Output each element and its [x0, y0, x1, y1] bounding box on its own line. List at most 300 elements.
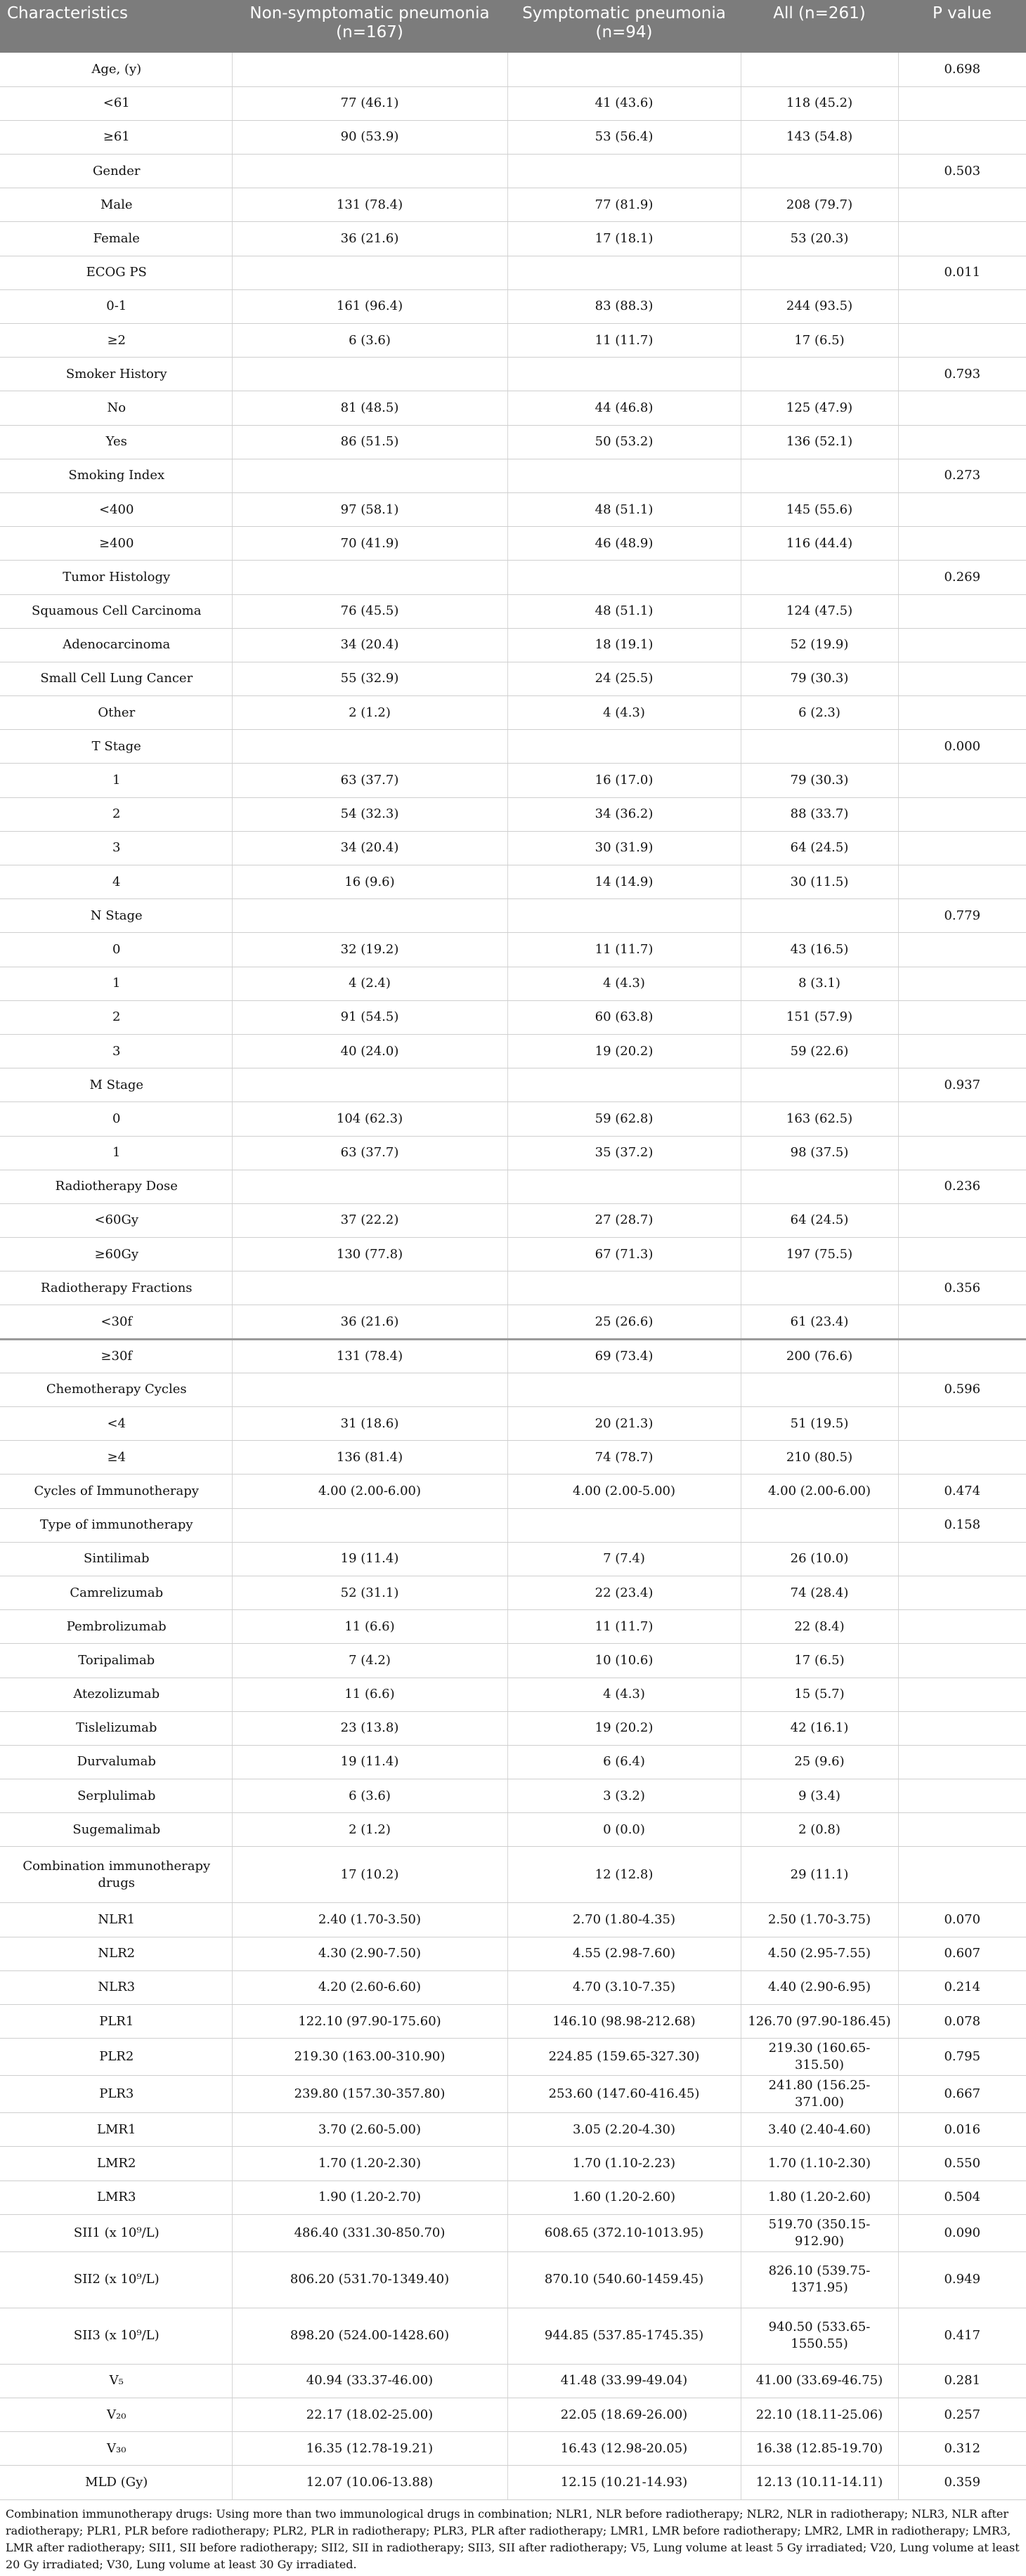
all-cell: 8 (3.1) [741, 967, 898, 1000]
non-symptomatic-cell: 32 (19.2) [232, 933, 507, 967]
characteristic-cell: 3 [0, 831, 232, 865]
p-value-cell: 0.667 [898, 2076, 1026, 2113]
symptomatic-cell [507, 1508, 741, 1542]
symptomatic-cell: 46 (48.9) [507, 527, 741, 561]
p-value-cell: 0.158 [898, 1508, 1026, 1542]
all-cell: 125 (47.9) [741, 391, 898, 425]
all-cell: 1.80 (1.20-2.60) [741, 2181, 898, 2214]
all-cell: 163 (62.5) [741, 1102, 898, 1136]
table-row [0, 459, 1026, 492]
p-value-cell [898, 1238, 1026, 1271]
table-row [0, 1238, 1026, 1271]
p-value-cell: 0.000 [898, 730, 1026, 764]
table-header-row [0, 0, 1026, 53]
p-value-cell [898, 1305, 1026, 1339]
non-symptomatic-cell [232, 459, 507, 492]
table-row [0, 1170, 1026, 1203]
non-symptomatic-cell: 34 (20.4) [232, 628, 507, 662]
all-cell: 74 (28.4) [741, 1576, 898, 1609]
p-value-cell: 0.779 [898, 899, 1026, 933]
non-symptomatic-cell: 55 (32.9) [232, 662, 507, 695]
characteristic-cell: PLR1 [0, 2005, 232, 2039]
symptomatic-cell: 35 (37.2) [507, 1136, 741, 1170]
table-row [0, 1970, 1026, 2004]
non-symptomatic-cell: 4 (2.4) [232, 967, 507, 1000]
characteristic-cell: <4 [0, 1407, 232, 1441]
p-value-cell [898, 1136, 1026, 1170]
table-row [0, 1407, 1026, 1441]
symptomatic-cell: 18 (19.1) [507, 628, 741, 662]
p-value-cell: 0.312 [898, 2432, 1026, 2466]
non-symptomatic-cell: 239.80 (157.30-357.80) [232, 2076, 507, 2113]
p-value-cell [898, 1203, 1026, 1237]
symptomatic-cell: 10 (10.6) [507, 1644, 741, 1678]
non-symptomatic-cell [232, 1508, 507, 1542]
table-row [0, 594, 1026, 628]
all-cell: 15 (5.7) [741, 1678, 898, 1711]
symptomatic-cell: 69 (73.4) [507, 1339, 741, 1373]
non-symptomatic-cell [232, 155, 507, 188]
all-cell: 6 (2.3) [741, 696, 898, 730]
characteristic-cell: V₃₀ [0, 2432, 232, 2466]
characteristic-cell: V₂₀ [0, 2398, 232, 2431]
characteristic-cell: 0 [0, 1102, 232, 1136]
characteristic-cell: Age, (y) [0, 53, 232, 86]
p-value-cell [898, 289, 1026, 323]
symptomatic-cell: 44 (46.8) [507, 391, 741, 425]
symptomatic-cell [507, 730, 741, 764]
non-symptomatic-cell: 31 (18.6) [232, 1407, 507, 1441]
non-symptomatic-cell: 11 (6.6) [232, 1678, 507, 1711]
symptomatic-cell [507, 256, 741, 289]
all-cell: 9 (3.4) [741, 1779, 898, 1813]
characteristic-cell: Radiotherapy Fractions [0, 1271, 232, 1305]
symptomatic-cell: 11 (11.7) [507, 933, 741, 967]
symptomatic-cell: 41 (43.6) [507, 86, 741, 120]
symptomatic-cell: 12.15 (10.21-14.93) [507, 2466, 741, 2499]
characteristic-cell: ECOG PS [0, 256, 232, 289]
table-row [0, 2005, 1026, 2039]
symptomatic-cell: 19 (20.2) [507, 1711, 741, 1745]
p-value-cell [898, 527, 1026, 561]
table-row [0, 2364, 1026, 2398]
characteristic-cell: <30f [0, 1305, 232, 1339]
characteristic-cell: 4 [0, 865, 232, 899]
all-cell: 2.50 (1.70-3.75) [741, 1903, 898, 1937]
symptomatic-cell [507, 1170, 741, 1203]
p-value-cell: 0.596 [898, 1373, 1026, 1406]
all-cell: 126.70 (97.90-186.45) [741, 2005, 898, 2039]
table-row [0, 2214, 1026, 2251]
characteristic-cell: Female [0, 222, 232, 256]
characteristic-cell: Gender [0, 155, 232, 188]
p-value-cell: 0.078 [898, 2005, 1026, 2039]
symptomatic-cell: 4 (4.3) [507, 696, 741, 730]
all-cell: 30 (11.5) [741, 865, 898, 899]
all-cell: 219.30 (160.65-315.50) [741, 2039, 898, 2076]
symptomatic-cell: 3.05 (2.20-4.30) [507, 2113, 741, 2147]
header-symptomatic: Symptomatic pneumonia (n=94) [522, 4, 726, 41]
all-cell: 136 (52.1) [741, 425, 898, 459]
non-symptomatic-cell [232, 1068, 507, 1102]
table-row [0, 155, 1026, 188]
p-value-cell: 0.359 [898, 2466, 1026, 2499]
characteristic-cell: Sugemalimab [0, 1813, 232, 1847]
all-cell [741, 1170, 898, 1203]
table-row [0, 1542, 1026, 1576]
table-footnote: Combination immunotherapy drugs: Using more than two immunological drugs in combination; NLR1, NLR before radiotherapy; NLR2, NLR in radiotherapy; NLR3, NLR after radiotherapy; PLR1, PLR before radiotherapy; PLR2, PLR in radiotherapy; PLR3, PLR after radiotherapy; LMR1, LMR before radiotherapy; LMR2, LMR in radiotherapy; LMR3, LMR after radiotherapy; SII1, SII before radiotherapy; SII2, SII in radiotherapy; SII3, SII after radiotherapy; V5, Lung volume at least 5 Gy irradiated; V20, Lung volume at least 20 Gy irradiated; V30, Lung volume at least 30 Gy irradiated. [6, 2506, 1020, 2571]
symptomatic-cell: 14 (14.9) [507, 865, 741, 899]
characteristic-cell: <400 [0, 492, 232, 526]
symptomatic-cell: 944.85 (537.85-1745.35) [507, 2308, 741, 2364]
non-symptomatic-cell [232, 561, 507, 594]
symptomatic-cell: 608.65 (372.10-1013.95) [507, 2214, 741, 2251]
p-value-cell [898, 1000, 1026, 1034]
characteristic-cell: N Stage [0, 899, 232, 933]
p-value-cell: 0.269 [898, 561, 1026, 594]
table-row [0, 1813, 1026, 1847]
table-row [0, 492, 1026, 526]
non-symptomatic-cell: 91 (54.5) [232, 1000, 507, 1034]
non-symptomatic-cell: 486.40 (331.30-850.70) [232, 2214, 507, 2251]
table-row [0, 391, 1026, 425]
table-row [0, 865, 1026, 899]
table-row [0, 2039, 1026, 2076]
p-value-cell [898, 120, 1026, 154]
p-value-cell: 0.793 [898, 358, 1026, 391]
characteristic-cell: Cycles of Immunotherapy [0, 1475, 232, 1508]
symptomatic-cell: 22 (23.4) [507, 1576, 741, 1609]
characteristic-cell: LMR3 [0, 2181, 232, 2214]
header-non-symptomatic: Non-symptomatic pneumonia (n=167) [249, 4, 490, 41]
p-value-cell [898, 1644, 1026, 1678]
p-value-cell [898, 662, 1026, 695]
p-value-cell: 0.937 [898, 1068, 1026, 1102]
table-row [0, 628, 1026, 662]
p-value-cell: 0.214 [898, 1970, 1026, 2004]
table-row [0, 1136, 1026, 1170]
table-row [0, 730, 1026, 764]
all-cell: 43 (16.5) [741, 933, 898, 967]
p-value-cell [898, 1745, 1026, 1779]
table-row [0, 2251, 1026, 2308]
all-cell: 25 (9.6) [741, 1745, 898, 1779]
symptomatic-cell: 20 (21.3) [507, 1407, 741, 1441]
all-cell [741, 730, 898, 764]
non-symptomatic-cell: 36 (21.6) [232, 222, 507, 256]
p-value-cell [898, 1779, 1026, 1813]
all-cell: 3.40 (2.40-4.60) [741, 2113, 898, 2147]
table-row [0, 797, 1026, 831]
characteristic-cell: NLR2 [0, 1937, 232, 1970]
symptomatic-cell: 2.70 (1.80-4.35) [507, 1903, 741, 1937]
symptomatic-cell [507, 53, 741, 86]
p-value-cell: 0.417 [898, 2308, 1026, 2364]
characteristic-cell: 3 [0, 1034, 232, 1068]
non-symptomatic-cell: 11 (6.6) [232, 1610, 507, 1644]
table-row [0, 1034, 1026, 1068]
all-cell [741, 53, 898, 86]
header-all: All (n=261) [773, 4, 866, 22]
symptomatic-cell: 50 (53.2) [507, 425, 741, 459]
all-cell: 244 (93.5) [741, 289, 898, 323]
table-row [0, 1373, 1026, 1406]
p-value-cell [898, 86, 1026, 120]
table-row [0, 527, 1026, 561]
non-symptomatic-cell: 81 (48.5) [232, 391, 507, 425]
characteristic-cell: 1 [0, 967, 232, 1000]
non-symptomatic-cell [232, 1373, 507, 1406]
all-cell: 208 (79.7) [741, 188, 898, 222]
symptomatic-cell [507, 1373, 741, 1406]
characteristic-cell: Serplulimab [0, 1779, 232, 1813]
table-row [0, 2398, 1026, 2431]
p-value-cell [898, 1407, 1026, 1441]
characteristic-cell: <61 [0, 86, 232, 120]
characteristic-cell: SII1 (x 10⁹/L) [0, 2214, 232, 2251]
all-cell: 241.80 (156.25-371.00) [741, 2076, 898, 2113]
table-row [0, 2113, 1026, 2147]
characteristic-cell: 1 [0, 1136, 232, 1170]
all-cell: 143 (54.8) [741, 120, 898, 154]
characteristic-cell: 0-1 [0, 289, 232, 323]
p-value-cell [898, 1102, 1026, 1136]
header-characteristics: Characteristics [7, 4, 128, 22]
non-symptomatic-cell: 4.30 (2.90-7.50) [232, 1937, 507, 1970]
all-cell [741, 1068, 898, 1102]
p-value-cell [898, 967, 1026, 1000]
table-row [0, 1678, 1026, 1711]
table-body [0, 53, 1026, 2499]
table-row [0, 358, 1026, 391]
p-value-cell: 0.949 [898, 2251, 1026, 2308]
table-row [0, 561, 1026, 594]
characteristic-cell: Male [0, 188, 232, 222]
p-value-cell: 0.474 [898, 1475, 1026, 1508]
characteristic-cell: ≥60Gy [0, 1238, 232, 1271]
characteristic-cell: Squamous Cell Carcinoma [0, 594, 232, 628]
characteristic-cell: Chemotherapy Cycles [0, 1373, 232, 1406]
all-cell: 116 (44.4) [741, 527, 898, 561]
symptomatic-cell: 146.10 (98.98-212.68) [507, 2005, 741, 2039]
characteristic-cell: Durvalumab [0, 1745, 232, 1779]
all-cell: 2 (0.8) [741, 1813, 898, 1847]
non-symptomatic-cell: 70 (41.9) [232, 527, 507, 561]
table-row [0, 933, 1026, 967]
table-row [0, 1305, 1026, 1339]
table-row [0, 1644, 1026, 1678]
table-row [0, 53, 1026, 86]
table-row [0, 1068, 1026, 1102]
non-symptomatic-cell: 16.35 (12.78-19.21) [232, 2432, 507, 2466]
all-cell: 4.50 (2.95-7.55) [741, 1937, 898, 1970]
symptomatic-cell [507, 155, 741, 188]
non-symptomatic-cell: 34 (20.4) [232, 831, 507, 865]
p-value-cell [898, 1711, 1026, 1745]
characteristic-cell: PLR3 [0, 2076, 232, 2113]
symptomatic-cell: 60 (63.8) [507, 1000, 741, 1034]
p-value-cell: 0.550 [898, 2147, 1026, 2181]
table-row [0, 1475, 1026, 1508]
table-row [0, 696, 1026, 730]
all-cell: 519.70 (350.15-912.90) [741, 2214, 898, 2251]
characteristic-cell: ≥4 [0, 1441, 232, 1475]
symptomatic-cell: 4.70 (3.10-7.35) [507, 1970, 741, 2004]
p-value-cell: 0.011 [898, 256, 1026, 289]
p-value-cell [898, 1441, 1026, 1475]
characteristic-cell: V₅ [0, 2364, 232, 2398]
p-value-cell [898, 1678, 1026, 1711]
non-symptomatic-cell: 63 (37.7) [232, 1136, 507, 1170]
all-cell: 26 (10.0) [741, 1542, 898, 1576]
p-value-cell [898, 696, 1026, 730]
non-symptomatic-cell [232, 899, 507, 933]
characteristic-cell: Camrelizumab [0, 1576, 232, 1609]
characteristic-cell: <60Gy [0, 1203, 232, 1237]
table-row [0, 222, 1026, 256]
p-value-cell [898, 391, 1026, 425]
symptomatic-cell [507, 1271, 741, 1305]
p-value-cell [898, 1576, 1026, 1609]
non-symptomatic-cell: 17 (10.2) [232, 1847, 507, 1903]
symptomatic-cell: 19 (20.2) [507, 1034, 741, 1068]
all-cell: 22.10 (18.11-25.06) [741, 2398, 898, 2431]
characteristic-cell: 2 [0, 1000, 232, 1034]
p-value-cell [898, 188, 1026, 222]
characteristic-cell: M Stage [0, 1068, 232, 1102]
symptomatic-cell [507, 459, 741, 492]
characteristic-cell: SII3 (x 10⁹/L) [0, 2308, 232, 2364]
all-cell [741, 1508, 898, 1542]
symptomatic-cell: 253.60 (147.60-416.45) [507, 2076, 741, 2113]
symptomatic-cell: 83 (88.3) [507, 289, 741, 323]
all-cell: 79 (30.3) [741, 764, 898, 797]
characteristic-cell: LMR1 [0, 2113, 232, 2147]
characteristic-cell: Smoking Index [0, 459, 232, 492]
table-row [0, 324, 1026, 358]
symptomatic-cell: 53 (56.4) [507, 120, 741, 154]
symptomatic-cell: 1.60 (1.20-2.60) [507, 2181, 741, 2214]
non-symptomatic-cell: 219.30 (163.00-310.90) [232, 2039, 507, 2076]
all-cell: 41.00 (33.69-46.75) [741, 2364, 898, 2398]
symptomatic-cell: 3 (3.2) [507, 1779, 741, 1813]
p-value-cell: 0.281 [898, 2364, 1026, 2398]
table-row [0, 289, 1026, 323]
table-row [0, 1339, 1026, 1373]
table-row [0, 1711, 1026, 1745]
non-symptomatic-cell [232, 53, 507, 86]
non-symptomatic-cell: 22.17 (18.02-25.00) [232, 2398, 507, 2431]
p-value-cell: 0.090 [898, 2214, 1026, 2251]
all-cell: 197 (75.5) [741, 1238, 898, 1271]
non-symptomatic-cell: 136 (81.4) [232, 1441, 507, 1475]
non-symptomatic-cell: 806.20 (531.70-1349.40) [232, 2251, 507, 2308]
characteristic-cell: Pembrolizumab [0, 1610, 232, 1644]
p-value-cell: 0.795 [898, 2039, 1026, 2076]
p-value-cell [898, 1610, 1026, 1644]
table-row [0, 2466, 1026, 2499]
all-cell [741, 256, 898, 289]
table-row [0, 1903, 1026, 1937]
non-symptomatic-cell: 52 (31.1) [232, 1576, 507, 1609]
non-symptomatic-cell: 19 (11.4) [232, 1745, 507, 1779]
symptomatic-cell: 59 (62.8) [507, 1102, 741, 1136]
characteristic-cell: MLD (Gy) [0, 2466, 232, 2499]
table-row [0, 120, 1026, 154]
p-value-cell [898, 324, 1026, 358]
table-row [0, 967, 1026, 1000]
characteristic-cell: Type of immunotherapy [0, 1508, 232, 1542]
all-cell: 826.10 (539.75-1371.95) [741, 2251, 898, 2308]
all-cell: 61 (23.4) [741, 1305, 898, 1339]
non-symptomatic-cell: 4.20 (2.60-6.60) [232, 1970, 507, 2004]
table-row [0, 256, 1026, 289]
characteristic-cell: No [0, 391, 232, 425]
all-cell [741, 155, 898, 188]
p-value-cell: 0.504 [898, 2181, 1026, 2214]
symptomatic-cell: 30 (31.9) [507, 831, 741, 865]
symptomatic-cell: 12 (12.8) [507, 1847, 741, 1903]
characteristic-cell: Yes [0, 425, 232, 459]
p-value-cell: 0.356 [898, 1271, 1026, 1305]
symptomatic-cell: 34 (36.2) [507, 797, 741, 831]
p-value-cell [898, 797, 1026, 831]
table-row [0, 86, 1026, 120]
characteristic-cell: SII2 (x 10⁹/L) [0, 2251, 232, 2308]
symptomatic-cell [507, 1068, 741, 1102]
non-symptomatic-cell: 77 (46.1) [232, 86, 507, 120]
characteristic-cell: Combination immunotherapy drugs [0, 1847, 232, 1903]
all-cell: 42 (16.1) [741, 1711, 898, 1745]
symptomatic-cell: 6 (6.4) [507, 1745, 741, 1779]
p-value-cell: 0.503 [898, 155, 1026, 188]
all-cell: 64 (24.5) [741, 1203, 898, 1237]
header-p-value: P value [932, 4, 992, 22]
table-row [0, 1847, 1026, 1903]
symptomatic-cell: 27 (28.7) [507, 1203, 741, 1237]
non-symptomatic-cell [232, 256, 507, 289]
all-cell: 210 (80.5) [741, 1441, 898, 1475]
non-symptomatic-cell: 161 (96.4) [232, 289, 507, 323]
symptomatic-cell: 41.48 (33.99-49.04) [507, 2364, 741, 2398]
all-cell: 118 (45.2) [741, 86, 898, 120]
p-value-cell [898, 1339, 1026, 1373]
non-symptomatic-cell: 104 (62.3) [232, 1102, 507, 1136]
table-row [0, 188, 1026, 222]
all-cell: 16.38 (12.85-19.70) [741, 2432, 898, 2466]
symptomatic-cell: 4.00 (2.00-5.00) [507, 1475, 741, 1508]
non-symptomatic-cell: 2 (1.2) [232, 1813, 507, 1847]
all-cell: 940.50 (533.65-1550.55) [741, 2308, 898, 2364]
non-symptomatic-cell: 36 (21.6) [232, 1305, 507, 1339]
table-row [0, 1000, 1026, 1034]
table-row [0, 1271, 1026, 1305]
p-value-cell [898, 865, 1026, 899]
non-symptomatic-cell [232, 730, 507, 764]
non-symptomatic-cell [232, 1170, 507, 1203]
all-cell: 124 (47.5) [741, 594, 898, 628]
table-row [0, 899, 1026, 933]
p-value-cell [898, 1847, 1026, 1903]
symptomatic-cell: 17 (18.1) [507, 222, 741, 256]
all-cell: 52 (19.9) [741, 628, 898, 662]
table-row [0, 2076, 1026, 2113]
symptomatic-cell: 224.85 (159.65-327.30) [507, 2039, 741, 2076]
non-symptomatic-cell: 1.90 (1.20-2.70) [232, 2181, 507, 2214]
symptomatic-cell: 7 (7.4) [507, 1542, 741, 1576]
all-cell [741, 459, 898, 492]
table-row [0, 2308, 1026, 2364]
